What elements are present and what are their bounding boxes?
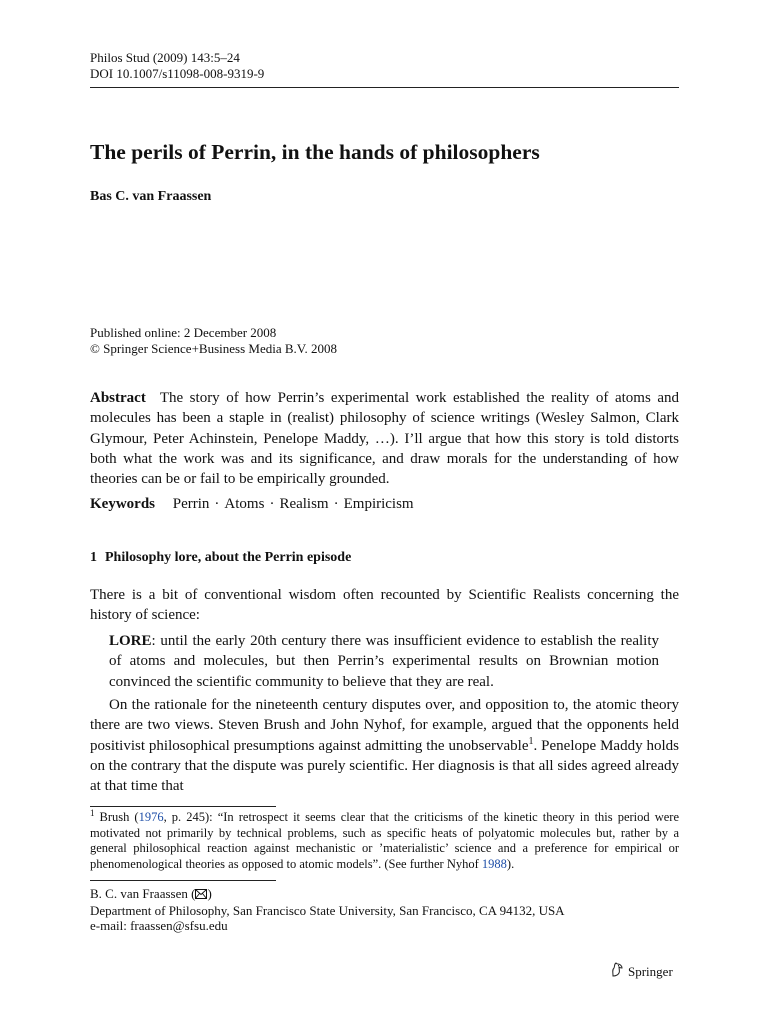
- keyword: Atoms: [224, 496, 265, 512]
- abstract-label: Abstract: [90, 390, 146, 406]
- journal-header: [90, 50, 264, 82]
- article-title: The perils of Perrin, in the hands of philosophers: [90, 140, 540, 164]
- keyword: Perrin: [172, 496, 210, 512]
- publication-info: [90, 325, 337, 357]
- citation-link[interactable]: 1988: [481, 857, 507, 872]
- abstract-text: The story of how Perrin’s experimental work established the reality of atoms and molecules has been a staple in (realist) philosophy of science writings (Wesley Salmon, Clark Glymour, Peter Achinstein, Penelope Maddy, …). I’ll argue that how this story is told distorts both what the work was and its significance, and draw morals for the understanding of how theories can be or fail to be empirically grounded.: [90, 390, 679, 488]
- author-name-close: ): [207, 886, 212, 901]
- section-number: 1: [90, 550, 97, 565]
- author-name: B. C. van Fraassen (: [90, 886, 196, 901]
- header-rule: [90, 87, 679, 88]
- keyword-separator: ·: [269, 496, 275, 512]
- keyword-separator: ·: [214, 496, 220, 512]
- keyword: Realism: [279, 496, 329, 512]
- lore-label: LORE: [109, 633, 152, 649]
- citation-link[interactable]: 1976: [138, 810, 164, 824]
- footnote-mark: 1: [90, 807, 95, 818]
- footnote-text: Brush (: [99, 810, 139, 824]
- copyright: © Springer Science+Business Media B.V. 2008: [90, 341, 337, 356]
- keyword: Empiricism: [343, 496, 414, 512]
- section-title: Philosophy lore, about the Perrin episode: [105, 550, 352, 565]
- article-author: Bas C. van Fraassen: [90, 189, 212, 204]
- publisher-logo: [610, 962, 673, 981]
- footnote: [90, 807, 680, 873]
- footnote-ref[interactable]: 1: [528, 735, 534, 747]
- footnote-rule: [90, 806, 276, 807]
- keywords: [90, 494, 414, 514]
- author-contact: [90, 886, 565, 903]
- envelope-icon[interactable]: [195, 887, 207, 903]
- affiliation: [90, 886, 565, 934]
- doi: DOI 10.1007/s11098-008-9319-9: [90, 66, 265, 81]
- body-paragraph: There is a bit of conventional wisdom often recounted by Scientific Realists concerning the history of science:: [90, 587, 679, 624]
- footnote-text: , p. 245): “In retrospect it seems clear that the criticisms of the kinetic theory in this period were motivated not primarily by technical problems, such as specific heats of polyatomic molecules but, rather by a general philosophical reaction against mechanistic or ’materialistic’ science and a preference for empirical or phenomenological theories as opposed to atomic models”. (See further Nyhof: [90, 810, 680, 872]
- footnote-text: ).: [506, 857, 515, 872]
- lore-text: : until the early 20th century there was insufficient evidence to establish the reality of atoms and molecules, but then Perrin’s experimental results on Brownian motion convinced the scientific community to believe that they are real.: [109, 633, 659, 690]
- keyword-separator: ·: [333, 496, 339, 512]
- journal-citation: Philos Stud (2009) 143:5–24: [90, 50, 240, 65]
- lore-quote: [109, 631, 659, 692]
- paragraph-text: On the rationale for the nineteenth century disputes over, and opposition to, the atomic theory there are two views. Steven Brush and John Nyhof, for example, argued that the opponents held positivist philosophical presumptions against admitting the unobservable: [90, 697, 679, 754]
- section-heading: [90, 550, 351, 566]
- department: Department of Philosophy, San Francisco State University, San Francisco, CA 94132, USA: [90, 902, 565, 918]
- springer-horse-icon: [610, 962, 624, 981]
- publisher-name: Springer: [628, 963, 673, 979]
- paragraph-text: . Penelope Maddy holds on the contrary that the dispute was purely scientific. Her diagnosis is that all sides agreed already at that time that: [90, 737, 680, 795]
- abstract: [90, 388, 679, 489]
- body-paragraph: [90, 695, 679, 796]
- published-date: Published online: 2 December 2008: [90, 325, 277, 340]
- email[interactable]: e-mail: fraassen@sfsu.edu: [90, 918, 228, 933]
- keywords-label: Keywords: [90, 496, 155, 512]
- affiliation-rule: [90, 880, 276, 881]
